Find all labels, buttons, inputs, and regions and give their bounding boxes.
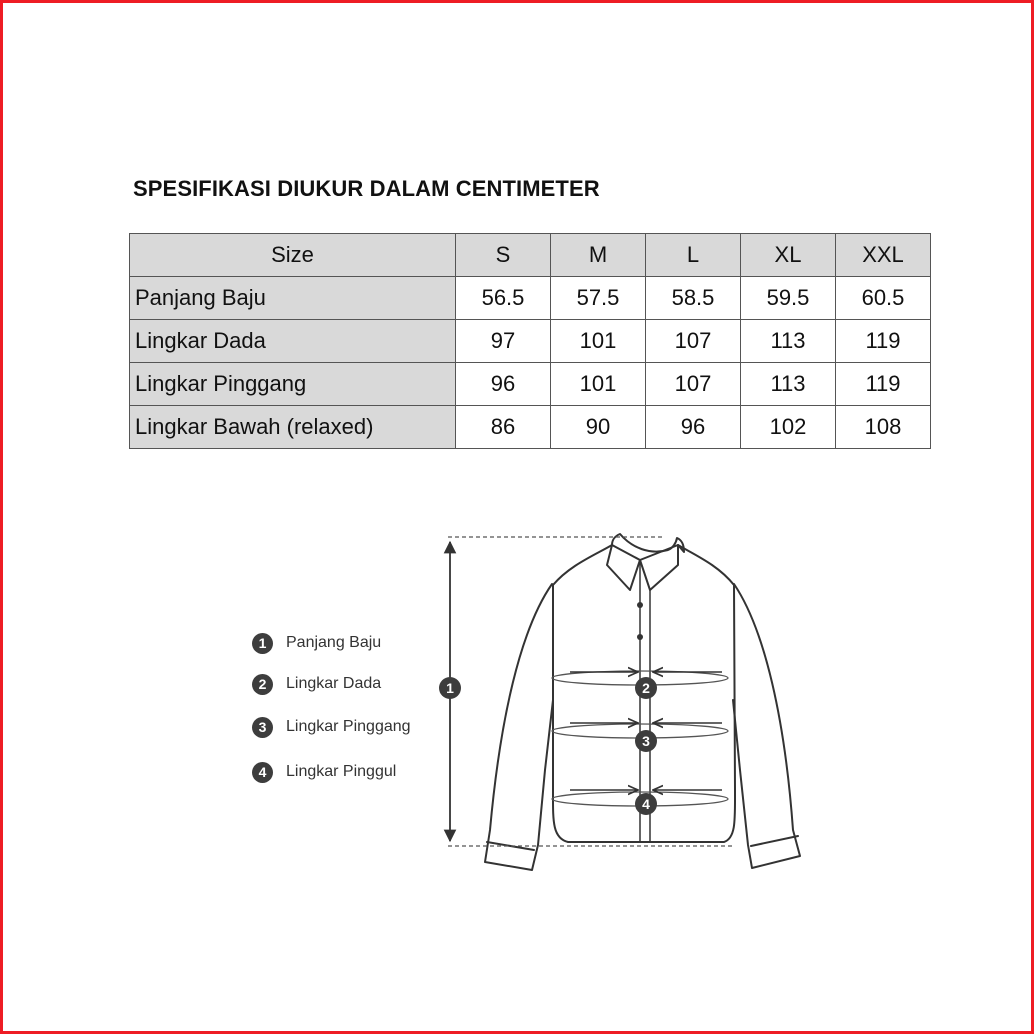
shirt-outline-icon	[485, 534, 800, 870]
number-4-icon: 4	[252, 762, 273, 783]
table-cell: 119	[836, 363, 931, 406]
button-dot-icon	[637, 602, 643, 608]
number-2-icon: 2	[252, 674, 273, 695]
table-cell: 57.5	[551, 277, 646, 320]
table-cell: 56.5	[456, 277, 551, 320]
table-cell: 119	[836, 320, 931, 363]
table-cell: 101	[551, 363, 646, 406]
table-cell: 113	[741, 320, 836, 363]
table-cell: 59.5	[741, 277, 836, 320]
legend-label: Lingkar Pinggang	[286, 718, 411, 735]
header-cell-xl: XL	[741, 234, 836, 277]
table-cell: 107	[646, 320, 741, 363]
legend-label: Panjang Baju	[286, 634, 382, 651]
header-cell-xxl: XXL	[836, 234, 931, 277]
marker-1-icon	[439, 677, 461, 699]
page-title: SPESIFIKASI DIUKUR DALAM CENTIMETER	[133, 176, 600, 201]
table-cell: 102	[741, 406, 836, 449]
legend-label: Lingkar Dada	[286, 675, 382, 692]
table-cell: 108	[836, 406, 931, 449]
row-label: Panjang Baju	[130, 277, 456, 320]
marker-number: 2	[642, 680, 650, 696]
table-cell: 86	[456, 406, 551, 449]
number-3-icon: 3	[252, 717, 273, 738]
row-label: Lingkar Pinggang	[130, 363, 456, 406]
row-label: Lingkar Bawah (relaxed)	[130, 406, 456, 449]
table-cell: 96	[456, 363, 551, 406]
marker-3-icon	[635, 730, 657, 752]
marker-number: 4	[642, 796, 650, 812]
table-cell: 96	[646, 406, 741, 449]
table-cell: 58.5	[646, 277, 741, 320]
marker-2-icon	[635, 677, 657, 699]
header-cell-s: S	[456, 234, 551, 277]
number-1-icon: 1	[252, 633, 273, 654]
table-cell: 97	[456, 320, 551, 363]
table-cell: 107	[646, 363, 741, 406]
header-cell-l: L	[646, 234, 741, 277]
table-cell: 113	[741, 363, 836, 406]
marker-4-icon	[635, 793, 657, 815]
header-cell-size: Size	[130, 234, 456, 277]
legend-label: Lingkar Pinggul	[286, 763, 397, 780]
marker-number: 3	[642, 733, 650, 749]
table-cell: 90	[551, 406, 646, 449]
table-cell: 101	[551, 320, 646, 363]
marker-number: 1	[446, 680, 454, 696]
header-cell-m: M	[551, 234, 646, 277]
button-dot-icon	[637, 634, 643, 640]
length-measure-line	[448, 537, 733, 846]
table-cell: 60.5	[836, 277, 931, 320]
row-label: Lingkar Dada	[130, 320, 456, 363]
